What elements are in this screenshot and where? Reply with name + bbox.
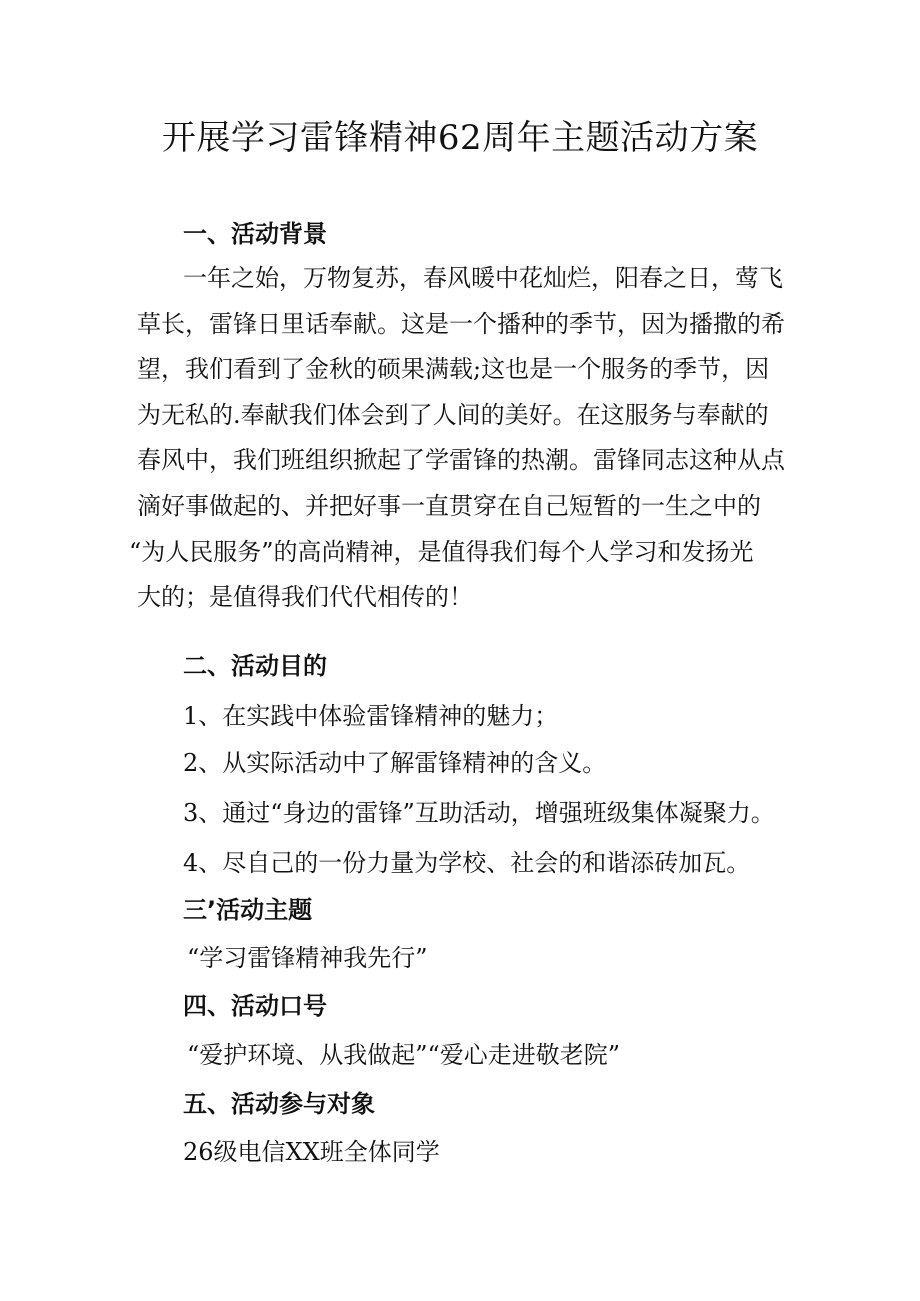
section-heading-participants: 五、活动参与对象 [183,1090,375,1118]
section-heading-theme: 三’活动主题 [183,896,313,924]
background-paragraph [129,256,797,621]
purpose-item: 1、在实践中体验雷锋精神的魅力； [183,702,559,730]
paragraph-line: 春风中，我们班组织掀起了学雷锋的热潮。雷锋同志这种从点 [137,446,785,475]
section-heading-slogan: 四、活动口号 [183,992,327,1020]
slogan-text: “爱护环境、从我做起”“爱心走进敬老院” [187,1041,621,1069]
theme-text: “学习雷锋精神我先行” [187,944,428,972]
purpose-item: 2、从实际活动中了解雷锋精神的含义。 [183,749,607,777]
paragraph-line: 大的；是值得我们代代相传的！ [137,583,473,612]
paragraph-line: 望，我们看到了金秋的硕果满载;这也是一个服务的季节，因 [137,355,770,384]
document-title: 开展学习雷锋精神62周年主题活动方案 [161,118,759,158]
paragraph-line: 一年之始，万物复苏，春风暖中花灿烂，阳春之日，莺飞 [183,264,783,292]
section-heading-purpose: 二、活动目的 [183,652,327,680]
participants-text: 26级电信XX班全体同学 [183,1138,440,1166]
purpose-item: 3、通过“身边的雷锋”互助活动，增强班级集体凝聚力。 [183,799,775,827]
paragraph-line: 滴好事做起的、并把好事一直贯穿在自己短暂的一生之中的 [137,491,761,520]
paragraph-line: “为人民服务”的高尚精神，是值得我们每个人学习和发扬光 [129,537,754,566]
section-heading-background: 一、活动背景 [183,220,327,248]
paragraph-line: 为无私的.奉献我们体会到了人间的美好。在这服务与奉献的 [137,400,769,429]
paragraph-line: 草长，雷锋日里话奉献。这是一个播种的季节，因为播撒的希 [137,309,785,338]
purpose-item: 4、尽自己的一份力量为学校、社会的和谐添砖加瓦。 [183,849,751,877]
